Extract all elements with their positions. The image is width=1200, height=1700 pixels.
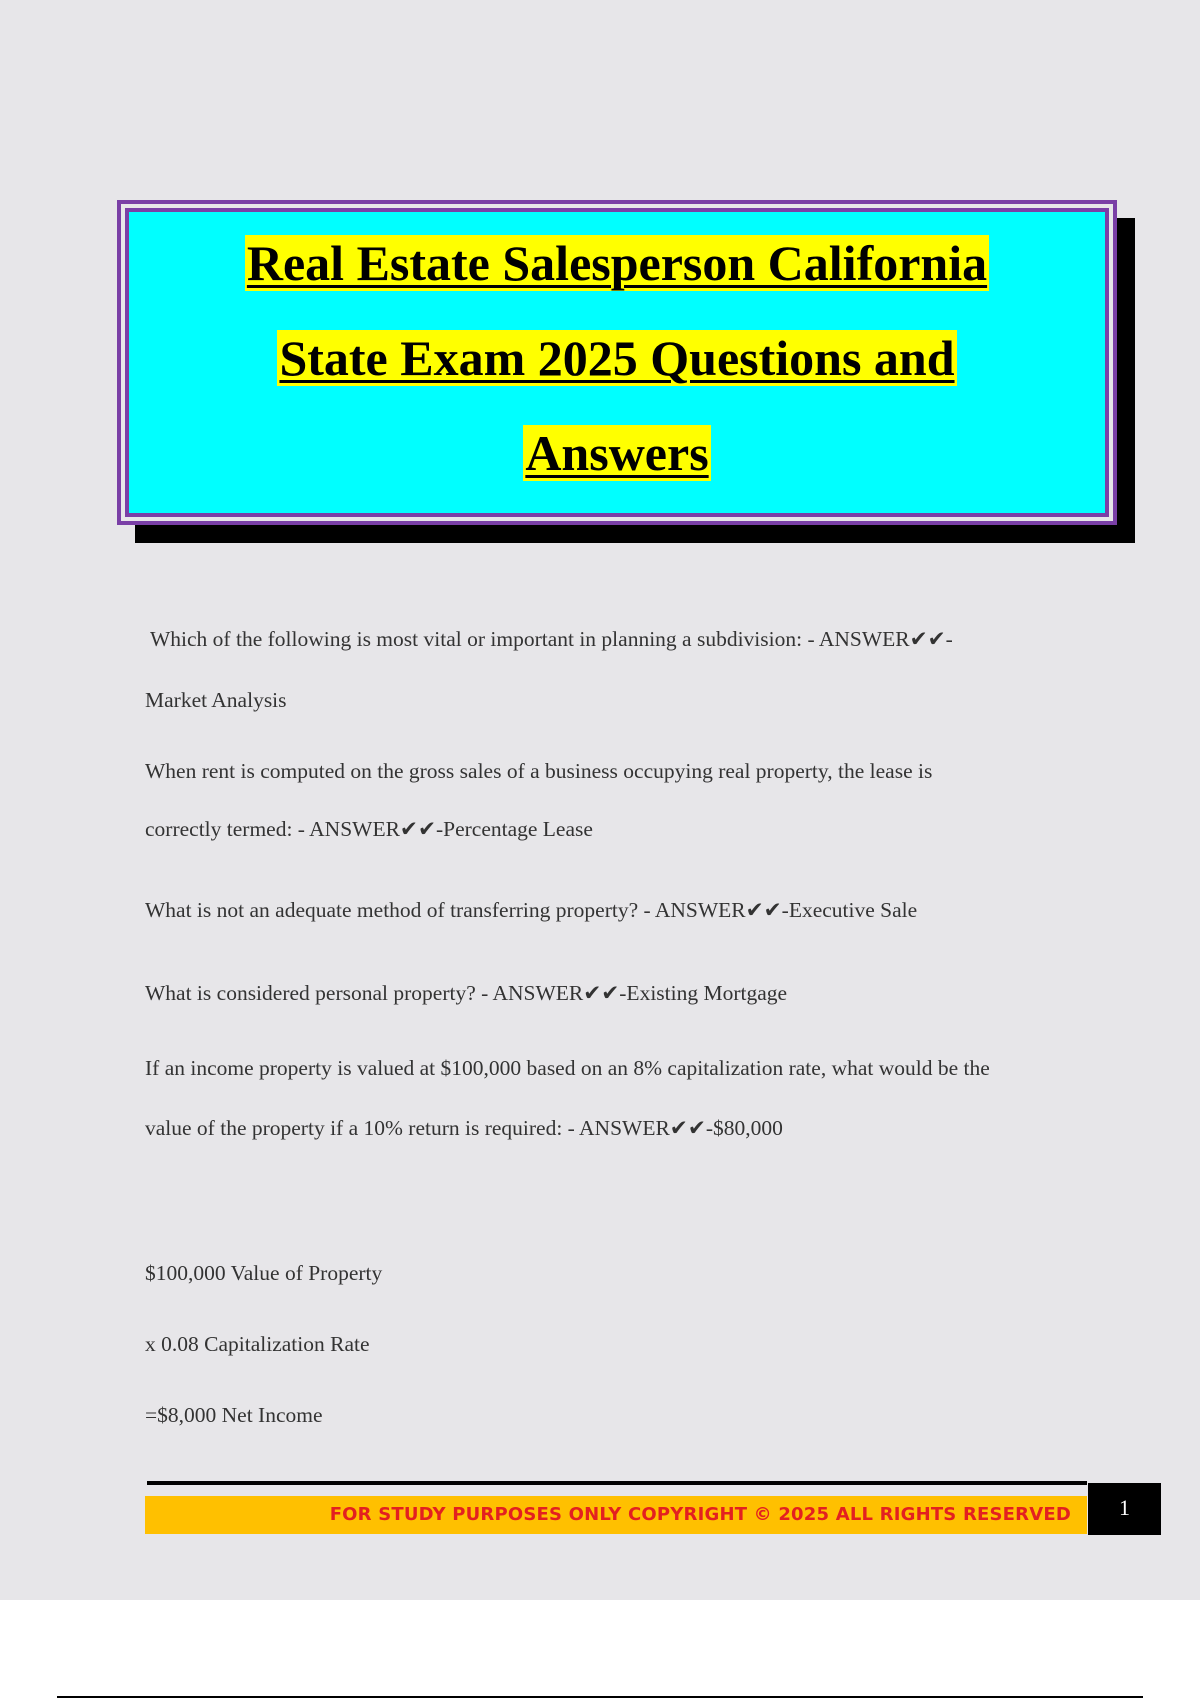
document-title	[149, 216, 1085, 501]
question-1-answer: Market Analysis	[145, 688, 287, 712]
page-number: 1	[1088, 1483, 1161, 1535]
question-4: What is considered personal property? - ANSWER✔✔-Existing Mortgage	[145, 981, 788, 1005]
calculation-line-1: $100,000 Value of Property	[145, 1261, 383, 1285]
question-2-line-2: correctly termed: - ANSWER✔✔-Percentage Lease	[145, 817, 593, 841]
title-box	[117, 200, 1117, 525]
question-5-line-2: value of the property if a 10% return is required: - ANSWER✔✔-$80,000	[145, 1116, 783, 1140]
calculation-line-3: =$8,000 Net Income	[145, 1403, 323, 1427]
footer-notice: FOR STUDY PURPOSES ONLY COPYRIGHT © 2025 ALL RIGHTS RESERVED	[145, 1496, 1087, 1534]
next-page-divider	[57, 1696, 1143, 1698]
title-line-3: Answers	[525, 425, 709, 481]
question-1-line-1: Which of the following is most vital or important in planning a subdivision: - ANSWER✔✔-	[150, 627, 953, 651]
title-box-fill	[125, 208, 1109, 517]
footer-divider	[147, 1481, 1087, 1485]
calculation-line-2: x 0.08 Capitalization Rate	[145, 1332, 370, 1356]
title-line-2: State Exam 2025 Questions and	[279, 330, 955, 386]
question-5-line-1: If an income property is valued at $100,000 based on an 8% capitalization rate, what would be the	[145, 1056, 990, 1080]
question-2-line-1: When rent is computed on the gross sales of a business occupying real property, the lease is	[145, 759, 933, 783]
title-line-1: Real Estate Salesperson California	[246, 235, 988, 291]
question-3: What is not an adequate method of transferring property? - ANSWER✔✔-Executive Sale	[145, 898, 918, 922]
